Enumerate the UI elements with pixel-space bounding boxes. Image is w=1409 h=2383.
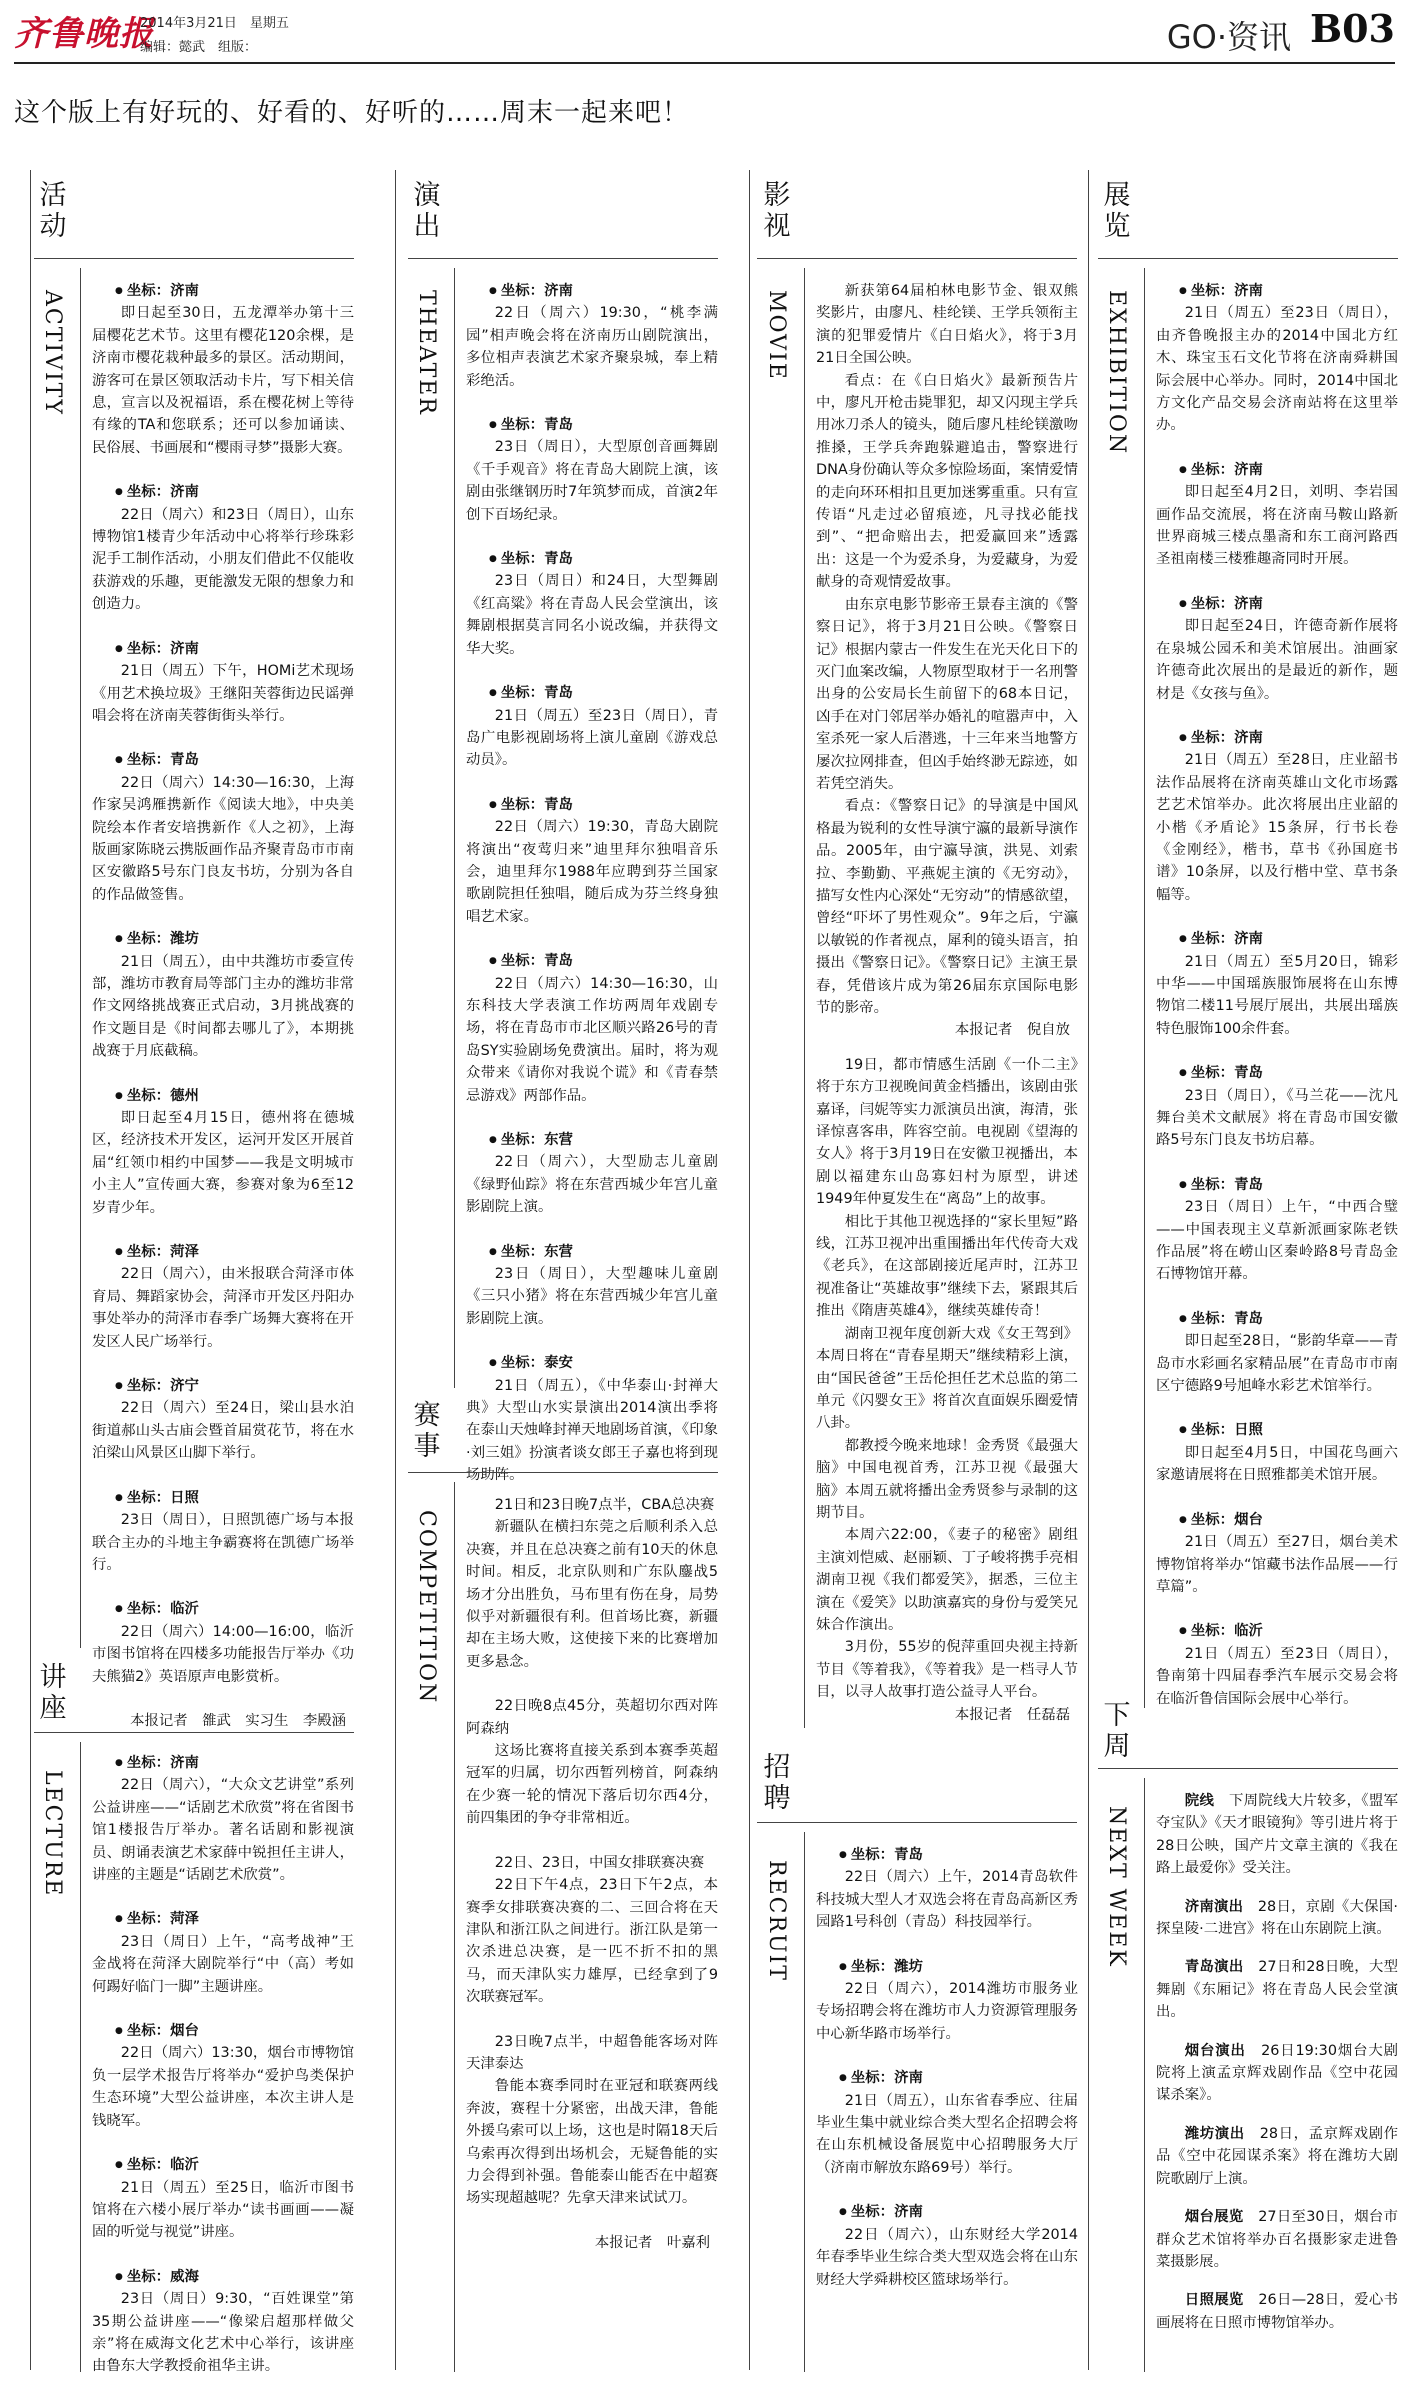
location-tag: ● 坐标：潍坊 xyxy=(92,928,354,950)
listing-entry xyxy=(816,2067,1078,2179)
paragraph-text: 看点：在《白日焰火》最新预告片中，廖凡开枪击毙罪犯，却又闪现主学兵用冰刀杀人的镜头，随后廖凡桂纶镁激吻推搡，王学兵奔跑躲避追击，警察进行DNA身份确认等众多惊险场面，案情爱情的走向环环相扣且更加迷雾重重。只有宣传语“凡走过必留痕迹，凡寻找必能找到”、“把命赔出去，把爱赢回来”透露出：这是一个为爱杀身，为爱藏身，为爱献身的奇观情爱故事。 xyxy=(816,372,1078,591)
paragraph-text: 湖南卫视年度创新大戏《女王驾到》本周日将在“青春星期天”继续精彩上演，由“国民爸爸”王岳伦担任艺术总监的第二单元《闪婴女王》将首次直面娱乐圈爱情八卦。 xyxy=(816,1325,1078,1432)
theater-listings xyxy=(466,280,718,1509)
listing-text: 21日（周五），《中华泰山·封禅大典》大型山水实景演出2014演出季将在泰山天烛峰封禅天地剧场首演，《印象·刘三姐》扮演者谈女郎王子嘉也将到现场助阵。 xyxy=(466,1377,718,1484)
side-rule xyxy=(1144,1778,1145,2372)
listing-entry xyxy=(466,1129,718,1219)
category-lecture-en: LECTURE xyxy=(40,1770,65,1898)
side-rule xyxy=(804,268,805,1728)
paragraph-text: 新获第64届柏林电影节金、银双熊奖影片，由廖凡、桂纶镁、王学兵领衔主演的犯罪爱情片《白日焰火》，将于3月21日全国公映。 xyxy=(816,283,1078,367)
competition-listings xyxy=(466,1494,718,2254)
category-label: 讲座 xyxy=(39,1662,67,1724)
event-title: 23日晚7点半，中超鲁能客场对阵天津泰达 xyxy=(466,2033,718,2072)
movie-paragraph xyxy=(816,370,1078,594)
listing-entry xyxy=(466,794,718,928)
location-tag: ● 坐标：济南 xyxy=(92,1752,354,1774)
tv-paragraph xyxy=(816,1524,1078,1636)
paragraph-text: 由东京电影节影帝王景春主演的《警察日记》，将于3月21日公映。《警察日记》根据内蒙古一件发生在光天化日下的灭门血案改编，人物原型取材于一名刑警出身的公安局长生前留下的68本日记，凶手在对门邻居举办婚礼的喧嚣声中，入室杀死一家人后潜逃，十三年来当地警方屡次拉网排查，但凶手始终渺无踪迹，如若凭空消失。 xyxy=(816,596,1078,792)
page-number: B03 xyxy=(1310,6,1395,51)
column-rule xyxy=(395,170,396,2370)
location-tag: ● 坐标：济南 xyxy=(92,481,354,503)
tv-paragraph xyxy=(816,1435,1078,1525)
category-theater-en: THEATER xyxy=(414,290,439,416)
paragraph-text: 相比于其他卫视选择的“家长里短”路线，江苏卫视冲出重围播出年代传奇大戏《老兵》，在这部剧接近尾声时，江苏卫视准备让“英雄故事”继续下去，紧跟其后推出《隋唐英雄4》，继续英雄传奇！ xyxy=(816,1213,1078,1320)
listing-entry xyxy=(816,2201,1078,2291)
next-week-entry xyxy=(1156,2040,1398,2107)
listing-entry xyxy=(466,1352,718,1486)
newspaper-logo: 齐鲁晚报 xyxy=(14,14,154,54)
listing-text: 21日（周五）至23日（周日），鲁南第十四届春季汽车展示交易会将在临沂鲁信国际会展中心举行。 xyxy=(1156,1645,1398,1707)
location-tag: ● 坐标：青岛 xyxy=(466,950,718,972)
location-tag: ● 坐标：临沂 xyxy=(1156,1620,1398,1642)
listing-text: 23日（周日），大型原创音画舞剧《千手观音》将在青岛大剧院上演，该剧由张继钢历时7年筑梦而成，首演2年创下百场纪录。 xyxy=(466,439,718,523)
event-note: 新疆队在横扫东莞之后顺利杀入总决赛，并且在总决赛之前有10天的休息时间。相反，北京队则和广东队鏖战5场才分出胜负，马布里有伤在身，局势似乎对新疆很有利。但首场比赛，新疆却在主场大败，这使接下来的比赛增加更多悬念。 xyxy=(466,1519,718,1670)
side-rule xyxy=(1144,268,1145,1708)
location-tag: ● 坐标：菏泽 xyxy=(92,1241,354,1263)
lecture-listings xyxy=(92,1752,354,2383)
next-week-entry xyxy=(1156,1956,1398,2023)
location-tag: ● 坐标：临沂 xyxy=(92,2154,354,2176)
next-week-text: 26日19:30烟台大剧院将上演孟京辉戏剧作品《空中花园谋杀案》。 xyxy=(1156,2042,1398,2104)
competition-entry xyxy=(466,1494,718,1673)
location-tag: ● 坐标：菏泽 xyxy=(92,1908,354,1930)
listing-text: 23日（周日），《马兰花——沈凡舞台美术文献展》将在青岛市国安徽路5号东门良友书坊启幕。 xyxy=(1156,1087,1398,1149)
next-week-entry xyxy=(1156,1790,1398,1880)
page-headline: 这个版上有好玩的、好看的、好听的……周末一起来吧！ xyxy=(14,98,690,128)
event-title: 22日晚8点45分，英超切尔西对阵阿森纳 xyxy=(466,1698,718,1737)
spacer xyxy=(1243,1899,1258,1915)
listing-entry xyxy=(92,749,354,906)
side-rule xyxy=(80,268,81,1648)
location-tag: ● 坐标：日照 xyxy=(92,1487,354,1509)
category-recruit-en: RECRUIT xyxy=(764,1860,789,1982)
listing-text: 22日（周六），大型励志儿童剧《绿野仙踪》将在东营西城少年宫儿童影剧院上演。 xyxy=(466,1154,718,1216)
column-rule xyxy=(30,170,31,2370)
listing-entry xyxy=(1156,727,1398,906)
tv-paragraph xyxy=(816,1054,1078,1211)
spacer xyxy=(1244,2209,1259,2225)
category-competition-en: COMPETITION xyxy=(414,1510,439,1705)
next-week-entry xyxy=(1156,2289,1398,2334)
side-rule xyxy=(80,1742,81,2372)
listing-text: 21日（周五）至28日，庄业韶书法作品展将在济南英雄山文化市场露艺艺术馆举办。此次将展出庄业韶的小楷《矛盾论》15条屏，行书长卷《金刚经》，楷书，草书《孙国庭书谱》10条屏，以及行楷中堂、草书条幅等。 xyxy=(1156,752,1398,903)
side-rule xyxy=(454,268,455,1388)
category-rule xyxy=(1098,258,1398,259)
masthead-rule xyxy=(14,62,1395,64)
paragraph-text: 看点：《警察日记》的导演是中国风格最为锐利的女性导演宁瀛的最新导演作品。2005年，由宁瀛导演，洪晃、刘索拉、李勤勤、平燕妮主演的《无穷动》，描写女性内心深处“无穷动”的情感欲望，曾经“吓坏了男性观众”。9年之后，宁瀛以敏锐的作者视点，犀利的镜头语言，拍摄出《警察日记》。《警察日记》主演王景春，凭借该片成为第26届东京国际电影节的影帝。 xyxy=(816,798,1078,1016)
listing-text: 21日（周五）至23日（周日），青岛广电影视剧场将上演儿童剧《游戏总动员》。 xyxy=(466,707,718,769)
spacer xyxy=(1214,1793,1229,1809)
paragraph-text: 本周六22:00，《妻子的秘密》剧组主演刘恺威、赵丽颖、丁子峻将携手亮相湖南卫视《我们都爱笑》，据悉，三位主演在《爱笑》以助演嘉宾的身份与爱笑兄妹合作演出。 xyxy=(816,1527,1078,1633)
editors-line: 编辑：懿武 组版： xyxy=(140,40,258,55)
listing-entry xyxy=(92,1241,354,1353)
listing-text: 22日（周六），山东财经大学2014年春季毕业生综合类大型双选会将在山东财经大学舜耕校区篮球场举行。 xyxy=(816,2226,1078,2288)
issue-date: 2014年3月21日 星期五 xyxy=(140,16,289,31)
listing-text: 21日（周五）至27日，烟台美术博物馆将举办“馆藏书法作品展——行草篇”。 xyxy=(1156,1534,1398,1595)
listing-entry xyxy=(92,1487,354,1577)
listing-text: 23日（周日）上午，“高考战神”王金战将在菏泽大剧院举行“中（高）考如何踢好临门一脚”主题讲座。 xyxy=(92,1933,354,1995)
side-rule xyxy=(454,1482,455,2372)
location-tag: ● 坐标：青岛 xyxy=(466,682,718,704)
category-rule xyxy=(34,1732,354,1733)
listing-text: 即日起至4月2日，刘明、李岩国画作品交流展，将在济南马鞍山路新世界商城三楼点墨斋和东工商河路西圣祖南楼三楼雅趣斋同时开展。 xyxy=(1156,484,1398,568)
category-label: 演出 xyxy=(413,180,441,242)
next-week-text: 28日，孟京辉戏剧作品《空中花园谋杀案》将在潍坊大剧院歌剧厅上演。 xyxy=(1156,2125,1398,2187)
location-tag: ● 坐标：济南 xyxy=(1156,593,1398,615)
next-week-lead: 院线 xyxy=(1184,1793,1215,1809)
competition-entry xyxy=(466,2031,718,2210)
listing-entry xyxy=(816,1956,1078,2046)
competition-entry xyxy=(466,1852,718,2009)
movie-byline: 本报记者 倪自放 xyxy=(954,1022,1070,1039)
side-rule xyxy=(804,1832,805,2372)
category-label: 下周 xyxy=(1103,1700,1131,1762)
event-note: 鲁能本赛季同时在亚冠和联赛两线奔波，赛程十分紧密，出战天津，鲁能外援乌索可以上场，这也是时隔18天后乌索再次得到出场机会，无疑鲁能的实力会得到补强。鲁能泰山能否在中超赛场实现超越呢？先拿天津来试试刀。 xyxy=(466,2078,718,2207)
listing-entry xyxy=(816,1844,1078,1934)
location-tag: ● 坐标：德州 xyxy=(92,1085,354,1107)
listing-text: 21日（周五）至5月20日，锦彩中华——中国瑶族服饰展将在山东博物馆二楼11号展厅展出，共展出瑶族特色服饰100余件套。 xyxy=(1156,953,1398,1037)
category-movie-cn xyxy=(760,180,794,242)
listing-entry xyxy=(1156,1062,1398,1152)
listing-entry xyxy=(1156,928,1398,1040)
next-week-text: 26日—28日，爱心书画展将在日照市博物馆举办。 xyxy=(1156,2292,1398,2331)
listing-text: 即日起至4月15日，德州将在德城区，经济技术开发区，运河开发区开展首届“红领巾相约中国梦——我是文明城市小主人”宣传画大赛，参赛对象为6至12岁青少年。 xyxy=(92,1110,354,1216)
listing-entry xyxy=(1156,1308,1398,1398)
listing-text: 22日（周六），“大众文艺讲堂”系列公益讲座——“话剧艺术欣赏”将在省图书馆1楼报告厅举办。著名话剧和影视演员、朗诵表演艺术家薛中锐担任主讲人，讲座的主题是“话剧艺术欣赏”。 xyxy=(92,1777,354,1884)
listing-text: 23日（周日）9:30，“百姓课堂”第35期公益讲座——“像梁启超那样做父亲”将在威海文化艺术中心举行，该讲座由鲁东大学教授俞祖华主讲。 xyxy=(92,2291,354,2375)
spacer xyxy=(1246,2043,1261,2059)
location-tag: ● 坐标：济宁 xyxy=(92,1375,354,1397)
movie-paragraph xyxy=(816,594,1078,796)
listing-entry xyxy=(92,2020,354,2132)
category-rule xyxy=(757,258,1077,259)
location-tag: ● 坐标：泰安 xyxy=(466,1352,718,1374)
next-week-text: 27日和28日晚，大型舞剧《东厢记》将在青岛人民会堂演出。 xyxy=(1156,1959,1398,2021)
listing-entry xyxy=(92,1085,354,1219)
listing-text: 21日（周五）至25日，临沂市图书馆将在六楼小展厅举办“读书画画——凝固的听觉与视觉”讲座。 xyxy=(92,2179,354,2241)
listing-text: 21日（周五）至23日（周日），由齐鲁晚报主办的2014中国北方红木、珠宝玉石文化节将在济南舜耕国际会展中心举办。同时，2014中国北方文化产品交易会济南站将在这里举办。 xyxy=(1156,305,1398,434)
location-tag: ● 坐标：济南 xyxy=(1156,928,1398,950)
tv-paragraph xyxy=(816,1636,1078,1703)
location-tag: ● 坐标：青岛 xyxy=(466,414,718,436)
location-tag: ● 坐标：日照 xyxy=(1156,1419,1398,1441)
listing-text: 22日（周六）19:30，“桃李满园”相声晚会将在济南历山剧院演出，多位相声表演艺术家齐聚泉城，奉上精彩绝活。 xyxy=(466,305,718,389)
column-rule xyxy=(749,170,750,2370)
listing-text: 22日（周六）至24日，梁山县水泊街道郝山头古庙会暨首届赏花节，将在水泊梁山风景区山脚下举行。 xyxy=(92,1400,354,1462)
location-tag: ● 坐标：青岛 xyxy=(1156,1308,1398,1330)
location-tag: ● 坐标：威海 xyxy=(92,2266,354,2288)
listing-text: 22日（周六）14:00—16:00，临沂市图书馆将在四楼多功能报告厅举办《功夫熊猫2》英语原声电影赏析。 xyxy=(92,1623,354,1685)
next-week-lead: 青岛演出 xyxy=(1184,1959,1244,1976)
listing-entry xyxy=(1156,459,1398,571)
location-tag: ● 坐标：东营 xyxy=(466,1129,718,1151)
next-week-entry xyxy=(1156,2206,1398,2273)
column-rule xyxy=(1088,170,1089,2370)
recruit-listings xyxy=(816,1844,1078,2313)
listing-entry xyxy=(92,481,354,615)
location-tag: ● 坐标：青岛 xyxy=(466,548,718,570)
listing-entry xyxy=(466,682,718,772)
location-tag: ● 坐标：济南 xyxy=(816,2067,1078,2089)
location-tag: ● 坐标：济南 xyxy=(1156,459,1398,481)
next-week-lead: 烟台展览 xyxy=(1184,2209,1244,2226)
listing-entry xyxy=(466,414,718,526)
category-recruit-cn xyxy=(760,1752,794,1814)
location-tag: ● 坐标：东营 xyxy=(466,1241,718,1263)
listing-text: 即日起至24日，许德奇新作展将在泉城公园禾和美术馆展出。油画家许德奇此次展出的是最近的新作，题材是《女孩与鱼》。 xyxy=(1156,618,1398,702)
movie-paragraph xyxy=(816,795,1078,1019)
listing-text: 23日（周日）和24日，大型舞剧《红高粱》将在青岛人民会堂演出，该舞剧根据莫言同名小说改编，并获得文华大奖。 xyxy=(466,573,718,657)
listing-text: 21日（周五），由中共潍坊市委宣传部，潍坊市教育局等部门主办的潍坊非常作文网络挑战赛正式启动，3月挑战赛的作文题目是《时间都去哪儿了》，本期挑战赛于月底截稿。 xyxy=(92,953,354,1060)
listing-entry xyxy=(466,280,718,392)
category-exhibition-cn xyxy=(1100,180,1134,242)
spacer xyxy=(1244,1959,1259,1975)
paragraph-text: 3月份，55岁的倪萍重回央视主持新节目《等着我》，《等着我》是一档寻人节目，以寻人故事打造公益寻人平台。 xyxy=(816,1639,1078,1701)
event-note: 22日下午4点，23日下午2点，本赛季女排联赛决赛的二、三回合将在天津队和浙江队之间进行。浙江队是第一次杀进总决赛，是一匹不折不扣的黑马，而天津队实力雄厚，已经拿到了9次联赛冠军。 xyxy=(466,1877,718,2006)
next-week-text: 下周院线大片较多，《盟军夺宝队》《天才眼镜狗》等引进片将于28日公映，国产片文章主演的《我在路上最爱你》受关注。 xyxy=(1156,1793,1398,1877)
category-label: 影视 xyxy=(763,180,791,242)
location-tag: ● 坐标：济南 xyxy=(466,280,718,302)
listing-entry xyxy=(92,280,354,459)
category-activity-en: ACTIVITY xyxy=(40,290,65,416)
listing-entry xyxy=(1156,593,1398,705)
location-tag: ● 坐标：济南 xyxy=(92,638,354,660)
listing-text: 即日起至30日，五龙潭举办第十三届樱花艺术节。这里有樱花120余棵，是济南市樱花栽种最多的景区。活动期间，游客可在景区领取活动卡片，写下相关信息，宣言以及祝福语，系在樱花树上等待有缘的TA和您联系；还可以参加诵读、民俗展、书画展和“樱雨寻梦”摄影大赛。 xyxy=(92,305,354,456)
category-rule xyxy=(1098,1768,1398,1769)
listing-entry xyxy=(466,548,718,660)
location-tag: ● 坐标：烟台 xyxy=(1156,1509,1398,1531)
category-nextweek-cn xyxy=(1100,1700,1134,1762)
paragraph-text: 都教授今晚来地球！金秀贤《最强大脑》中国电视首秀，江苏卫视《最强大脑》本周五就将播出金秀贤参与录制的这期节目。 xyxy=(816,1437,1078,1521)
listing-text: 23日（周日）上午，“中西合璧——中国表现主义草新派画家陈老铁作品展”将在崂山区秦岭路8号青岛金石博物馆开幕。 xyxy=(1156,1199,1398,1283)
listing-entry xyxy=(92,638,354,728)
masthead xyxy=(0,0,1409,62)
listing-text: 22日（周六）13:30，烟台市博物馆负一层学术报告厅将举办“爱护鸟类保护生态环境”大型公益讲座，本次主讲人是钱晓军。 xyxy=(92,2045,354,2129)
listing-entry xyxy=(92,1908,354,1998)
listing-text: 22日（周六），由米报联合菏泽市体育局、舞蹈家协会，菏泽市开发区丹阳办事处举办的菏泽市春季广场舞大赛将在开发区人民广场举行。 xyxy=(92,1266,354,1350)
category-movie-en: MOVIE xyxy=(764,290,789,381)
paragraph-text: 19日，都市情感生活剧《一仆二主》将于东方卫视晚间黄金档播出，该剧由张嘉译，闫妮等实力派演员出演，海清，张译惊喜客串，阵容空前。电视剧《望海的女人》将于3月19日在安徽卫视播出，本剧以福建东山岛寡妇村为原型，讲述1949年仲夏发生在“离岛”上的故事。 xyxy=(816,1056,1078,1208)
listing-text: 21日（周五）下午，HOMi艺术现场《用艺术换垃圾》王继阳芙蓉街边民谣弹唱会将在济南芙蓉街街头举行。 xyxy=(92,663,354,724)
listing-text: 22日（周六）上午，2014青岛软件科技城大型人才双选会将在青岛高新区秀园路1号科创（青岛）科技园举行。 xyxy=(816,1869,1078,1931)
listing-entry xyxy=(92,928,354,1062)
category-lecture-cn xyxy=(36,1662,70,1724)
location-tag: ● 坐标：临沂 xyxy=(92,1598,354,1620)
listing-entry xyxy=(92,1598,354,1688)
category-rule xyxy=(757,1822,1077,1823)
tv-paragraph xyxy=(816,1211,1078,1323)
location-tag: ● 坐标：青岛 xyxy=(92,749,354,771)
movie-listings xyxy=(816,280,1078,1726)
listing-text: 21日（周五），山东省春季应、往届毕业生集中就业综合类大型名企招聘会将在山东机械设备展览中心招聘服务大厅（济南市解放东路69号）举行。 xyxy=(816,2092,1078,2176)
location-tag: ● 坐标：潍坊 xyxy=(816,1956,1078,1978)
category-rule xyxy=(408,258,718,259)
listing-text: 22日（周六），2014潍坊市服务业专场招聘会将在潍坊市人力资源管理服务中心新华路市场举行。 xyxy=(816,1981,1078,2042)
activity-listings xyxy=(92,280,354,1732)
listing-text: 22日（周六）14:30—16:30，上海作家吴鸿雁携新作《阅读大地》，中央美院绘本作者安培携新作《人之初》，上海版画家陈晓云携版画作品齐聚青岛市市南区安徽路5号东门良友书坊，分别为各自的作品做签售。 xyxy=(92,774,354,903)
location-tag: ● 坐标：烟台 xyxy=(92,2020,354,2042)
location-tag: ● 坐标：青岛 xyxy=(1156,1174,1398,1196)
location-tag: ● 坐标：青岛 xyxy=(466,794,718,816)
next-week-entry xyxy=(1156,2123,1398,2190)
listing-entry xyxy=(92,2266,354,2378)
event-title: 22日、23日，中国女排联赛决赛 xyxy=(494,1854,705,1871)
listing-entry xyxy=(1156,1174,1398,1286)
next-week-lead: 济南演出 xyxy=(1184,1898,1244,1915)
tv-byline: 本报记者 任磊磊 xyxy=(954,1706,1070,1723)
next-week-text: 28日，京剧《大保国·探皇陵·二进宫》将在山东剧院上演。 xyxy=(1156,1898,1398,1938)
competition-entry xyxy=(466,1695,718,1829)
next-week-lead: 潍坊演出 xyxy=(1184,2125,1245,2142)
location-tag: ● 坐标：青岛 xyxy=(1156,1062,1398,1084)
listing-entry xyxy=(1156,280,1398,437)
listing-text: 即日起至4月5日，中国花鸟画六家邀请展将在日照雅都美术馆开展。 xyxy=(1156,1444,1398,1484)
category-label: 活动 xyxy=(39,180,67,242)
category-label: 赛事 xyxy=(413,1400,441,1462)
category-exhibition-en: EXHIBITION xyxy=(1104,290,1129,456)
listing-text: 22日（周六）19:30，青岛大剧院将演出“夜莺归来”迪里拜尔独唱音乐会，迪里拜尔1988年应聘到芬兰国家歌剧院担任独唱，随后成为芬兰终身独唱艺术家。 xyxy=(466,819,718,925)
listing-entry xyxy=(92,1375,354,1465)
spacer xyxy=(1244,2292,1259,2308)
location-tag: ● 坐标：济南 xyxy=(1156,280,1398,302)
next-week-text: 27日至30日，烟台市群众艺术馆将举办百名摄影家走进鲁菜摄影展。 xyxy=(1156,2209,1398,2270)
activity-byline: 本报记者 雒武 实习生 李殿涵 xyxy=(130,1712,346,1729)
category-nextweek-en: NEXT WEEK xyxy=(1104,1806,1129,1968)
exhibition-listings xyxy=(1156,280,1398,1732)
event-note: 这场比赛将直接关系到本赛季英超冠军的归属，切尔西暂列榜首，阿森纳在少赛一轮的情况下落后切尔西4分，前四集团的争夺非常相近。 xyxy=(466,1743,718,1827)
listing-text: 22日（周六）14:30—16:30，山东科技大学表演工作坊两周年戏剧专场，将在青岛市市北区顺兴路26号的青岛SY实验剧场免费演出。届时，将为观众带来《请你对我说个谎》和《青春禁忌游戏》两部作品。 xyxy=(466,975,718,1104)
listing-text: 23日（周日），日照凯德广场与本报联合主办的斗地主争霸赛将在凯德广场举行。 xyxy=(92,1512,354,1573)
spacer xyxy=(1245,2126,1260,2142)
event-title: 21日和23日晚7点半，CBA总决赛 xyxy=(494,1497,715,1513)
listing-entry xyxy=(466,950,718,1107)
category-theater-cn xyxy=(410,180,444,242)
category-rule xyxy=(408,1472,718,1473)
category-rule xyxy=(34,258,354,259)
listing-entry xyxy=(92,2154,354,2244)
competition-byline: 本报记者 叶嘉利 xyxy=(594,2234,710,2251)
listing-entry xyxy=(1156,1419,1398,1486)
nextweek-listings xyxy=(1156,1790,1398,2350)
section-name: GO·资讯 xyxy=(1166,18,1291,56)
listing-text: 23日（周日），大型趣味儿童剧《三只小猪》将在东营西城少年宫儿童影剧院上演。 xyxy=(466,1266,718,1327)
listing-text: 22日（周六）和23日（周日），山东博物馆1楼青少年活动中心将举行珍珠彩泥手工制作活动，小朋友们借此不仅能收获游戏的乐趣，更能激发无限的想象力和创造力。 xyxy=(92,506,354,613)
movie-paragraph xyxy=(816,280,1078,370)
category-label: 招聘 xyxy=(763,1752,791,1814)
location-tag: ● 坐标：济南 xyxy=(92,280,354,302)
category-label: 展览 xyxy=(1103,180,1131,242)
location-tag: ● 坐标：济南 xyxy=(1156,727,1398,749)
location-tag: ● 坐标：青岛 xyxy=(816,1844,1078,1866)
location-tag: ● 坐标：济南 xyxy=(816,2201,1078,2223)
listing-entry xyxy=(1156,1620,1398,1710)
next-week-lead: 日照展览 xyxy=(1184,2292,1244,2309)
next-week-entry xyxy=(1156,1896,1398,1941)
next-week-lead: 烟台演出 xyxy=(1184,2042,1246,2059)
listing-entry xyxy=(92,1752,354,1886)
category-competition-cn xyxy=(410,1400,444,1462)
tv-paragraph xyxy=(816,1323,1078,1435)
listing-entry xyxy=(1156,1509,1398,1599)
category-activity-cn xyxy=(36,180,70,242)
listing-text: 即日起至28日，“影韵华章——青岛市水彩画名家精品展”在青岛市市南区宁德路9号旭峰水彩艺术馆举行。 xyxy=(1156,1333,1398,1395)
listing-entry xyxy=(466,1241,718,1331)
